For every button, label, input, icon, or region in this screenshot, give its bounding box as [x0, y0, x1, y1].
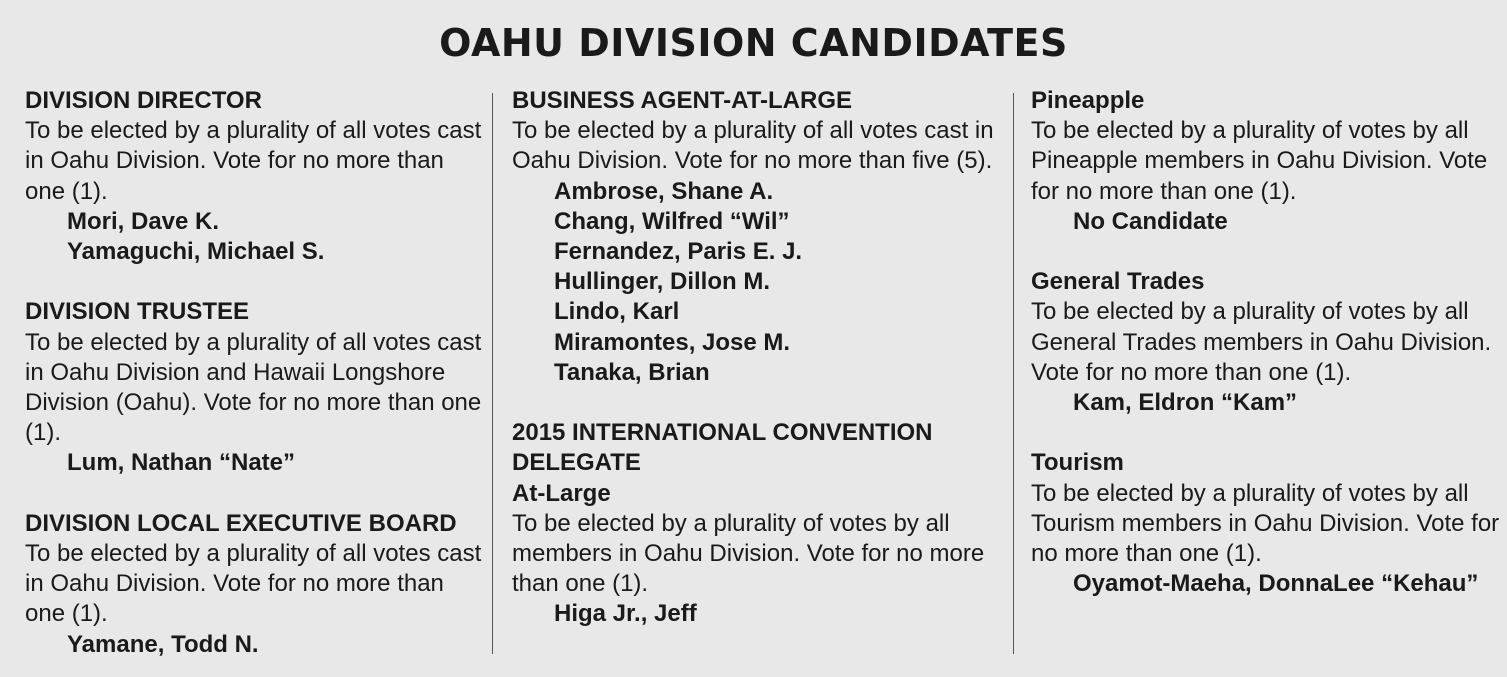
candidate-name: Mori, Dave K.	[67, 207, 220, 235]
candidate-name: Yamaguchi, Michael S.	[67, 238, 325, 266]
column-right	[1031, 86, 1501, 599]
section-tourism	[1031, 448, 1501, 599]
column-middle	[512, 86, 1002, 630]
page-title: OAHU DIVISION CANDIDATES	[439, 21, 1068, 65]
section-division-trustee	[25, 297, 485, 478]
candidate-name: Oyamot-Maeha, DonnaLee “Kehau”	[1073, 570, 1479, 598]
candidate-name: Lindo, Karl	[554, 298, 680, 326]
candidate-name: Higa Jr., Jeff	[554, 600, 697, 628]
candidate-name: Lum, Nathan “Nate”	[67, 449, 296, 477]
section-description: To be elected by a plurality of votes by all General Trades members in Oahu Division. Vote for no more than one (1).	[1031, 298, 1492, 386]
section-subheading: At-Large	[512, 479, 611, 507]
section-heading: DIVISION TRUSTEE	[25, 298, 250, 326]
section-division-director	[25, 86, 485, 267]
column-divider-right	[1013, 93, 1014, 654]
candidate-name: Yamane, Todd N.	[67, 630, 259, 658]
section-heading: Pineapple	[1031, 87, 1145, 114]
section-description: To be elected by a plurality of votes by all Tourism members in Oahu Division. Vote for no more than one (1).	[1031, 479, 1500, 568]
section-division-local-executive-board	[25, 509, 485, 660]
candidate-name: Tanaka, Brian	[554, 358, 710, 386]
candidate-name: Chang, Wilfred “Wil”	[554, 207, 790, 235]
section-description: To be elected by a plurality of votes by all members in Oahu Division. Vote for no more than one (1).	[512, 509, 985, 598]
candidate-name: Fernandez, Paris E. J.	[554, 238, 803, 266]
candidate-name: Ambrose, Shane A.	[554, 177, 774, 205]
section-description: To be elected by a plurality of all votes cast in Oahu Division. Vote for no more than five (5).	[512, 117, 994, 175]
candidate-name: Miramontes, Jose M.	[554, 328, 791, 356]
section-heading: DIVISION LOCAL EXECUTIVE BOARD	[25, 509, 457, 537]
section-description: To be elected by a plurality of all votes cast in Oahu Division. Vote for no more than one (1).	[25, 540, 482, 628]
section-description: To be elected by a plurality of all votes cast in Oahu Division. Vote for no more than one (1).	[25, 117, 482, 205]
candidate-name: Hullinger, Dillon M.	[554, 268, 770, 296]
column-divider-left	[492, 93, 493, 654]
section-heading: 2015 INTERNATIONAL CONVENTION DELEGATE	[512, 419, 933, 477]
candidate-name: No Candidate	[1073, 207, 1228, 235]
section-general-trades	[1031, 267, 1501, 418]
section-heading: BUSINESS AGENT-AT-LARGE	[512, 87, 853, 114]
section-description: To be elected by a plurality of all votes cast in Oahu Division and Hawaii Longshore Division (Oahu). Vote for no more than one (1).	[25, 328, 482, 447]
candidate-name: Kam, Eldron “Kam”	[1073, 389, 1298, 417]
column-left	[25, 86, 485, 660]
section-description: To be elected by a plurality of votes by all Pineapple members in Oahu Division. Vote for no more than one (1).	[1031, 117, 1488, 205]
section-international-convention-delegate	[512, 418, 1002, 629]
section-heading: Tourism	[1031, 449, 1124, 477]
section-business-agent-at-large	[512, 86, 1002, 388]
section-heading: General Trades	[1031, 268, 1205, 296]
section-pineapple	[1031, 86, 1501, 237]
section-heading: DIVISION DIRECTOR	[25, 87, 262, 114]
